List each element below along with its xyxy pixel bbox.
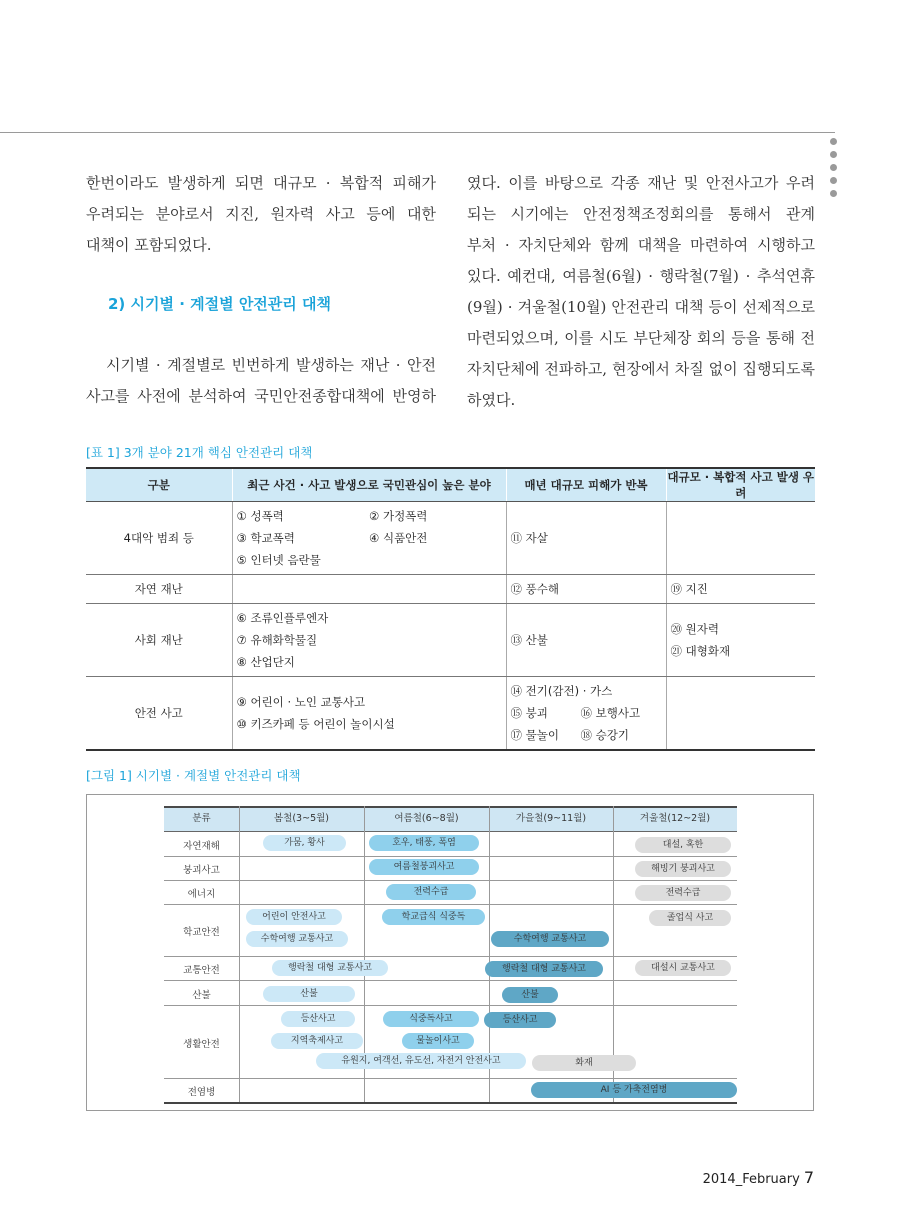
issue-label: 2014_February bbox=[702, 1172, 800, 1187]
top-rule bbox=[0, 132, 835, 133]
table-row bbox=[86, 604, 815, 677]
row-cell bbox=[232, 575, 506, 604]
item: ⑤ 인터넷 음란물 bbox=[236, 553, 321, 567]
body-line: 사고를 사전에 분석하여 국민안전종합대책에 반영하 bbox=[86, 387, 436, 405]
item: ④ 식품안전 bbox=[369, 531, 428, 545]
row-cell bbox=[506, 575, 666, 604]
row-cell bbox=[666, 502, 815, 575]
body-line: 한번이라도 발생하게 되면 대규모 · 복합적 피해가 bbox=[86, 174, 436, 192]
meal-poison-bar: 학교급식 식중독 bbox=[382, 909, 485, 925]
row-category: 자연 재난 bbox=[86, 575, 232, 604]
item: ③ 학교폭력 bbox=[236, 531, 295, 545]
thaw-collapse-bar: 해빙기 붕괴사고 bbox=[635, 861, 731, 877]
outing-autumn-bar: 행락철 대형 교통사고 bbox=[485, 961, 603, 977]
fire-spring-bar: 산불 bbox=[263, 986, 355, 1002]
drought-bar: 가뭄, 황사 bbox=[263, 835, 346, 851]
body-line: 였다. 이를 바탕으로 각종 재난 및 안전사고가 우려 bbox=[467, 174, 815, 192]
seasonal-safety-figure bbox=[86, 794, 814, 1111]
body-left-column bbox=[86, 168, 436, 412]
power-summer-bar: 전력수급 bbox=[386, 884, 476, 900]
season-grid bbox=[164, 806, 737, 1104]
table-header: 대규모 · 복합적 사고 발생 우려 bbox=[667, 470, 815, 500]
row-label: 전염병 bbox=[187, 1087, 216, 1098]
hiking-autumn-bar: 등산사고 bbox=[484, 1012, 556, 1028]
item: ⑮ 붕괴 bbox=[510, 706, 548, 720]
row-label: 에너지 bbox=[187, 889, 216, 900]
table-row bbox=[86, 575, 815, 604]
outing-spring-bar: 행락철 대형 교통사고 bbox=[272, 960, 388, 976]
item: ⑭ 전기(감전) · 가스 bbox=[510, 684, 613, 698]
item: ⑧ 산업단지 bbox=[236, 655, 295, 669]
row-cell bbox=[232, 604, 506, 677]
decorative-dots bbox=[829, 138, 839, 203]
row-category: 사회 재난 bbox=[86, 604, 232, 677]
grid-header: 분류 bbox=[164, 806, 239, 832]
item: ⑯ 보행사고 bbox=[580, 706, 641, 720]
item: ⑱ 승강기 bbox=[580, 728, 629, 742]
graduation-bar: 졸업식 사고 bbox=[649, 910, 731, 926]
item: ⑦ 유해화학물질 bbox=[236, 633, 318, 647]
row-label: 학교안전 bbox=[183, 927, 220, 938]
item: ⑨ 어린이 · 노인 교통사고 bbox=[236, 695, 366, 709]
grid-header: 봄철(3~5월) bbox=[239, 806, 364, 832]
row-label: 붕괴사고 bbox=[183, 865, 220, 876]
body-line: 하였다. bbox=[467, 391, 516, 409]
item: ⑳ 원자력 bbox=[670, 622, 719, 636]
item: ⑲ 지진 bbox=[670, 582, 708, 596]
body-line: 우려되는 분야로서 지진, 원자력 사고 등에 대한 bbox=[86, 205, 436, 223]
snow-bar: 대설, 혹한 bbox=[635, 837, 731, 853]
item: ⑬ 산불 bbox=[510, 633, 548, 647]
item: ㉑ 대형화재 bbox=[670, 644, 731, 658]
row-cell bbox=[506, 677, 666, 751]
summer-collapse-bar: 여름철붕괴사고 bbox=[369, 859, 479, 875]
body-line: 되는 시기에는 안전정책조정회의를 통해서 관계 bbox=[467, 205, 815, 223]
row-label: 자연재해 bbox=[183, 841, 220, 852]
row-cell bbox=[666, 575, 815, 604]
item: ⑥ 조류인플루엔자 bbox=[236, 611, 329, 625]
water-bar: 물놀이사고 bbox=[402, 1033, 474, 1049]
page-number: 7 bbox=[803, 1168, 814, 1187]
item: ⑫ 풍수해 bbox=[510, 582, 559, 596]
table-header: 구분 bbox=[86, 468, 232, 502]
body-line: 대책이 포함되었다. bbox=[86, 236, 212, 254]
body-line: 있다. 예컨대, 여름철(6월) · 행락철(7월) · 추석연휴 bbox=[467, 267, 815, 285]
facilities-bar: 유원지, 여객선, 유도선, 자전거 안전사고 bbox=[316, 1053, 526, 1069]
body-right-column bbox=[467, 168, 815, 416]
row-cell bbox=[232, 677, 506, 751]
table-header-row bbox=[86, 468, 815, 502]
item: ⑪ 자살 bbox=[510, 531, 548, 545]
poison-bar: 식중독사고 bbox=[383, 1011, 479, 1027]
row-label: 산불 bbox=[192, 990, 211, 1001]
child-safety-bar: 어린이 안전사고 bbox=[246, 909, 342, 925]
row-label: 생활안전 bbox=[183, 1039, 220, 1050]
row-cell bbox=[506, 604, 666, 677]
table-row bbox=[86, 677, 815, 751]
item: ② 가정폭력 bbox=[369, 509, 428, 523]
trip-autumn-bar: 수학여행 교통사고 bbox=[491, 931, 609, 947]
flood-bar: 호우, 태풍, 폭염 bbox=[369, 835, 479, 851]
row-category: 안전 사고 bbox=[86, 677, 232, 751]
table-header: 최근 사건 · 사고 발생으로 국민관심이 높은 분야 bbox=[232, 468, 506, 502]
row-label: 교통안전 bbox=[183, 965, 220, 976]
item: ⑩ 키즈카페 등 어린이 놀이시설 bbox=[236, 717, 395, 731]
table-row bbox=[86, 502, 815, 575]
row-cell bbox=[666, 677, 815, 751]
item: ① 성폭력 bbox=[236, 509, 284, 523]
body-line: 시기별 · 계절별로 빈번하게 발생하는 재난 · 안전 bbox=[106, 356, 436, 374]
row-category: 4대악 범죄 등 bbox=[86, 502, 232, 575]
grid-header: 여름철(6~8월) bbox=[364, 806, 489, 832]
row-cell bbox=[232, 502, 506, 575]
section-subheading: 2) 시기별 · 계절별 안전관리 대책 bbox=[108, 295, 331, 313]
house-fire-bar: 화재 bbox=[532, 1055, 636, 1071]
festival-bar: 지역축제사고 bbox=[271, 1033, 363, 1049]
safety-measures-table bbox=[86, 467, 815, 751]
fire-autumn-bar: 산불 bbox=[502, 987, 558, 1003]
grid-header: 겨울철(12~2월) bbox=[613, 806, 737, 832]
trip-spring-bar: 수학여행 교통사고 bbox=[246, 931, 348, 947]
snow-traffic-bar: 대설시 교통사고 bbox=[635, 960, 731, 976]
body-line: 마련되었으며, 이를 시도 부단체장 회의 등을 통해 전 bbox=[467, 329, 815, 347]
item: ⑰ 물놀이 bbox=[510, 728, 559, 742]
row-cell bbox=[666, 604, 815, 677]
body-line: (9월) · 겨울철(10월) 안전관리 대책 등이 선제적으로 bbox=[467, 298, 815, 316]
table-header: 매년 대규모 피해가 반복 bbox=[506, 468, 666, 502]
body-line: 부처 · 자치단체와 함께 대책을 마련하여 시행하고 bbox=[467, 236, 815, 254]
power-winter-bar: 전력수급 bbox=[635, 885, 731, 901]
body-line: 자치단체에 전파하고, 현장에서 차질 없이 집행되도록 bbox=[467, 360, 815, 378]
page-footer bbox=[703, 1168, 814, 1187]
row-cell bbox=[506, 502, 666, 575]
grid-header: 가을철(9~11월) bbox=[489, 806, 613, 832]
hiking-spring-bar: 등산사고 bbox=[281, 1011, 355, 1027]
ai-disease-bar: AI 등 가축전염병 bbox=[531, 1082, 737, 1098]
figure-caption: [그림 1] 시기별 · 계절별 안전관리 대책 bbox=[86, 768, 301, 783]
table-caption: [표 1] 3개 분야 21개 핵심 안전관리 대책 bbox=[86, 445, 313, 460]
